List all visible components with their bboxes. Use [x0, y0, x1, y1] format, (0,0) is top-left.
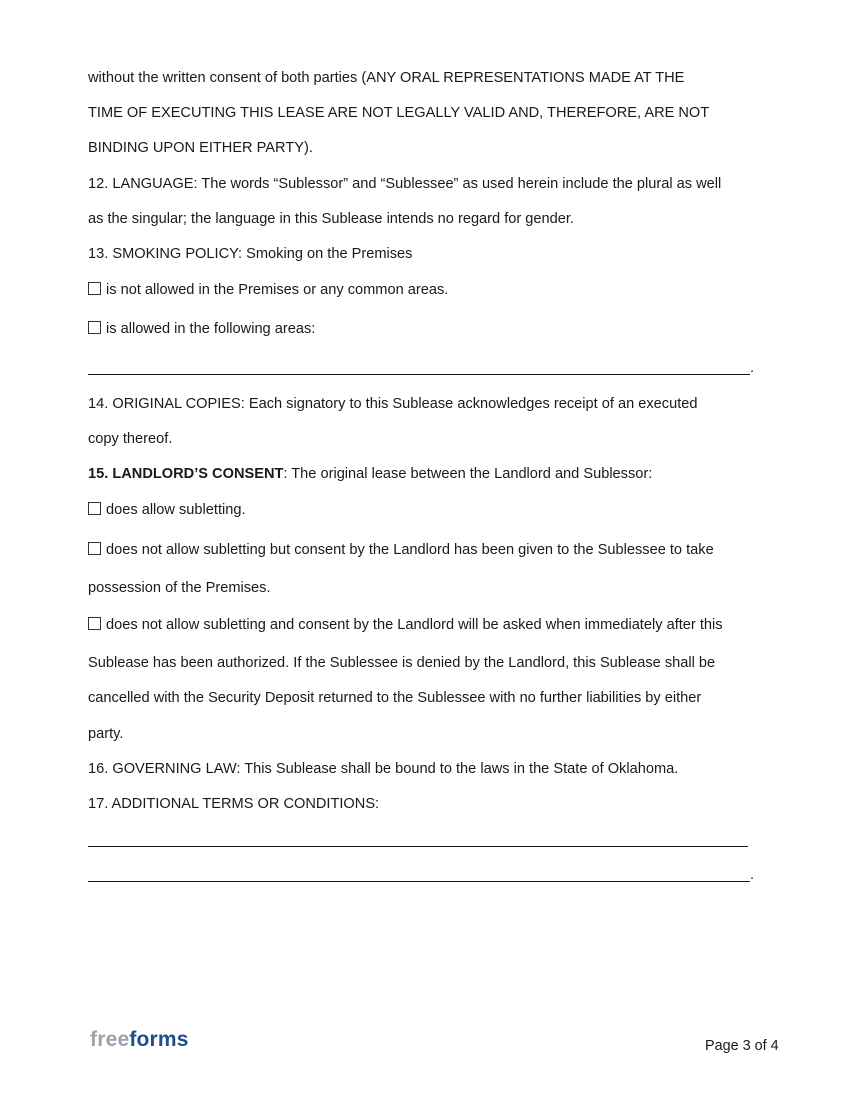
section-16-line: 16. GOVERNING LAW: This Sublease shall be bound to the laws in the State of Oklahoma. — [88, 761, 679, 777]
logo-free-text: free — [90, 1028, 130, 1051]
section-14-line-1: 14. ORIGINAL COPIES: Each signatory to this Sublease acknowledges receipt of an executed — [88, 396, 698, 412]
option-label: is not allowed in the Premises or any common areas. — [106, 282, 449, 298]
page-number: Page 3 of 4 — [705, 1038, 779, 1054]
section-15-text: : The original lease between the Landlord and Sublessor: — [283, 466, 653, 482]
paragraph-line: cancelled with the Security Deposit returned to the Sublessee with no further liabilities by either — [88, 690, 702, 706]
checkbox[interactable] — [88, 282, 101, 295]
checkbox[interactable] — [88, 617, 101, 630]
section-12-line-1: 12. LANGUAGE: The words “Sublessor” and “Sublessee” as used herein include the plural as well — [88, 176, 722, 192]
line-end-period: . — [750, 867, 755, 883]
section-15-title: 15. LANDLORD’S CONSENT — [88, 466, 284, 482]
option-label: does not allow subletting but consent by the Landlord has been given to the Sublessee to take — [106, 542, 714, 558]
section-13-heading: 13. SMOKING POLICY: Smoking on the Premises — [88, 246, 413, 262]
paragraph-line: party. — [88, 726, 124, 742]
paragraph-line: without the written consent of both parties (ANY ORAL REPRESENTATIONS MADE AT THE — [88, 70, 685, 86]
consent-option-given — [88, 542, 714, 558]
additional-terms-blank-line-2[interactable] — [88, 881, 750, 882]
paragraph-line: Sublease has been authorized. If the Sublessee is denied by the Landlord, this Sublease shall be — [88, 655, 716, 671]
section-14-line-2: copy thereof. — [88, 431, 173, 447]
option-label: does not allow subletting and consent by the Landlord will be asked when immediately after this — [106, 617, 723, 633]
freeforms-logo — [90, 1028, 189, 1052]
paragraph-line: TIME OF EXECUTING THIS LEASE ARE NOT LEGALLY VALID AND, THEREFORE, ARE NOT — [88, 105, 710, 121]
consent-option-allow — [88, 502, 246, 518]
checkbox[interactable] — [88, 321, 101, 334]
checkbox[interactable] — [88, 542, 101, 555]
section-12-line-2: as the singular; the language in this Sublease intends no regard for gender. — [88, 211, 574, 227]
option-label: is allowed in the following areas: — [106, 321, 316, 337]
section-15-heading — [88, 466, 652, 482]
consent-option-asked — [88, 617, 723, 633]
smoking-option-allowed — [88, 321, 315, 337]
additional-terms-blank-line-1[interactable] — [88, 846, 748, 847]
smoking-option-not-allowed — [88, 282, 448, 298]
line-end-period: . — [750, 360, 755, 376]
paragraph-line: BINDING UPON EITHER PARTY). — [88, 140, 313, 156]
smoking-areas-blank-line[interactable] — [88, 374, 750, 375]
paragraph-line: possession of the Premises. — [88, 580, 271, 596]
checkbox[interactable] — [88, 502, 101, 515]
logo-forms-text: forms — [129, 1028, 189, 1051]
option-label: does allow subletting. — [106, 502, 246, 518]
section-17-heading: 17. ADDITIONAL TERMS OR CONDITIONS: — [88, 796, 380, 812]
